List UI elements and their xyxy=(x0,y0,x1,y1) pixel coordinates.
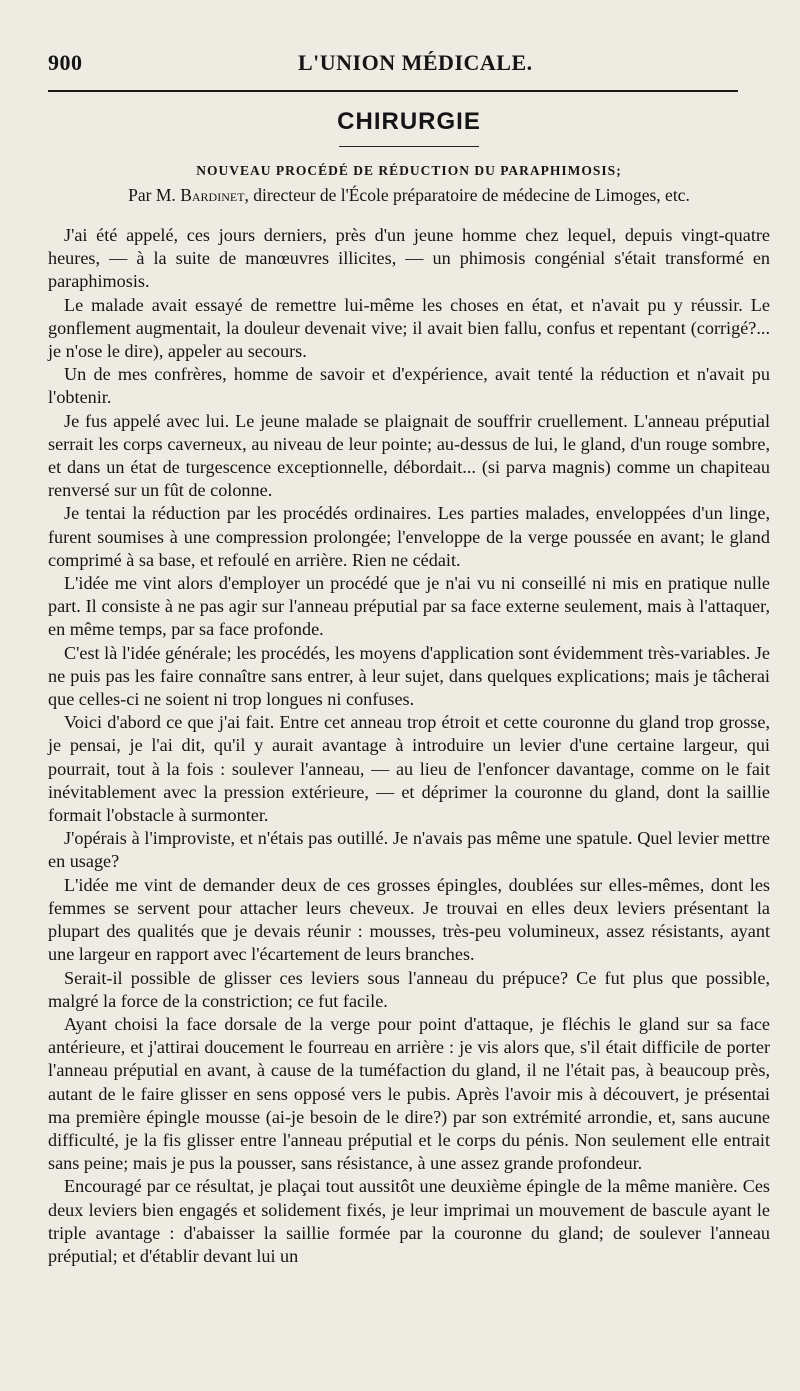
paragraph: Ayant choisi la face dorsale de la verge pour point d'attaque, je fléchis le gland sur sa face antérieure, et j'attirai doucement le fourreau en arrière : je vis alors que, s'il était difficile de porter l'anneau préputial en avant, à cause de la tuméfaction du gland, il ne l'était pas, à beaucoup près, autant de le faire glisser en sens opposé vers le pubis. Après l'avoir mis à découvert, je présentai ma première épingle mousse (ai-je besoin de le dire?) par son extrémité arrondie, et, sans aucune difficulté, je la fis glisser entre l'anneau préputial et le corps du pénis. Non seulement elle entrait sans peine; mais je pus la pousser, sans résistance, à une assez grande profondeur. xyxy=(48,1013,770,1174)
paragraph: Je fus appelé avec lui. Le jeune malade se plaignait de souffrir cruellement. L'anneau préputial serrait les corps caverneux, au niveau de leur pointe; au-dessus de lui, le gland, d'un rouge sombre, et dans un état de turgescence exceptionnelle, débordait... (si parva magnis) comme un chapiteau renversé sur un fût de colonne. xyxy=(48,410,770,501)
section-rule xyxy=(339,146,479,147)
article-title: NOUVEAU PROCÉDÉ DE RÉDUCTION DU PARAPHIMOSIS; xyxy=(196,163,622,178)
section-title: CHIRURGIE xyxy=(337,108,481,135)
running-head xyxy=(48,50,770,84)
byline-rest: directeur de l'École préparatoire de médecine de Limoges, etc. xyxy=(253,185,690,205)
paragraph: C'est là l'idée générale; les procédés, les moyens d'application sont évidemment très-variables. Je ne puis pas les faire connaître sans entrer, à leur sujet, dans quelques explications; mais je tâcherai que celles-ci ne soient ni trop longues ni confuses. xyxy=(48,642,770,710)
journal-title: L'UNION MÉDICALE. xyxy=(298,50,533,75)
byline-prefix: Par M. xyxy=(128,185,176,205)
paragraph: J'opérais à l'improviste, et n'étais pas outillé. Je n'avais pas même une spatule. Quel levier mettre en usage? xyxy=(48,828,770,872)
paragraph: Un de mes confrères, homme de savoir et d'expérience, avait tenté la réduction et n'avait pu l'obtenir. xyxy=(48,364,770,408)
paragraph: Serait-il possible de glisser ces leviers sous l'anneau du prépuce? Ce fut plus que possible, malgré la force de la constriction; ce fut facile. xyxy=(48,967,770,1011)
byline xyxy=(48,185,770,206)
paragraph: Le malade avait essayé de remettre lui-même les choses en état, et n'avait pu y réussir. Le gonflement augmentait, la douleur devenait vive; il avait bien fallu, confus et repentant (corrigé?... je n'ose le dire), appeler au secours. xyxy=(48,294,770,362)
article-body xyxy=(48,224,770,1268)
paragraph: Encouragé par ce résultat, je plaçai tout aussitôt une deuxième épingle de la même manière. Ces deux leviers bien engagés et solidement fixés, je leur imprimai un mouvement de bascule ayant le triple avantage : d'abaisser la saillie formée par la couronne du gland; de soulever l'anneau préputial; et d'établir devant lui un xyxy=(48,1176,770,1266)
paragraph: Je tentai la réduction par les procédés ordinaires. Les parties malades, enveloppées d'un linge, furent soumises à une compression prolongée; l'enveloppe de la verge poussée en avant; le gland comprimé à sa base, et refoulé en arrière. Rien ne cédait. xyxy=(48,503,770,570)
paragraph: Voici d'abord ce que j'ai fait. Entre cet anneau trop étroit et cette couronne du gland trop grosse, je pensai, je l'ai dit, qu'il y aurait avantage à introduire un levier d'une certaine largeur, qui pourrait, tout à la fois : soulever l'anneau, — au lieu de l'enfoncer davantage, comme on le fait inévitablement avec la pression extérieure, — et déprimer la couronne du gland, dont la saillie formait l'obstacle à surmonter. xyxy=(48,712,770,826)
header-rule xyxy=(48,90,738,92)
page-number: 900 xyxy=(48,50,83,75)
paragraph: L'idée me vint alors d'employer un procédé que je n'ai vu ni conseillé ni mis en pratique nulle part. Il consiste à ne pas agir sur l'anneau préputial par sa face externe seulement, mais à l'attaquer, en même temps, par sa face profonde. xyxy=(48,573,770,640)
paragraph: J'ai été appelé, ces jours derniers, près d'un jeune homme chez lequel, depuis vingt-quatre heures, — à la suite de manœuvres illicites, — un phimosis congénial s'était transformé en paraphimosis. xyxy=(48,225,770,292)
author-name: Bardinet, xyxy=(180,185,249,205)
paragraph: L'idée me vint de demander deux de ces grosses épingles, doublées sur elles-mêmes, dont les femmes se servent pour attacher leurs cheveux. Je trouvai en elles deux leviers présentant la plupart des qualités que je devais réunir : mousses, très-peu volumineux, assez résistants, ayant une largeur en rapport avec l'écartement de leurs branches. xyxy=(48,874,770,965)
